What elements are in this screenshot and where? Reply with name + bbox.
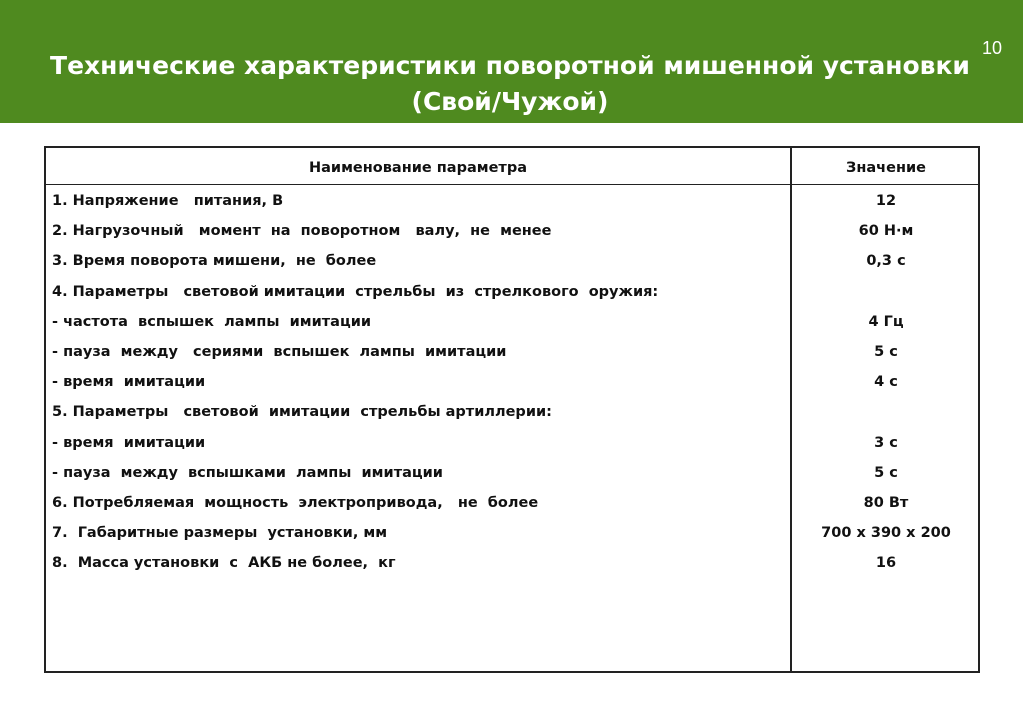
table-body	[46, 186, 978, 578]
parameter-value: 80 Вт	[863, 494, 909, 511]
parameter-name: 6. Потребляемая мощность электропривода, не более	[52, 494, 539, 511]
parameter-value: 0,3 с	[866, 253, 906, 270]
parameter-value: 60 Н·м	[858, 223, 914, 240]
parameter-value: 12	[875, 193, 897, 209]
table-row	[46, 186, 978, 216]
table-row	[46, 518, 978, 548]
slide-title	[40, 48, 980, 120]
parameter-name: 8. Масса установки с АКБ не более, кг	[52, 555, 396, 572]
header-value: Значение	[846, 160, 926, 176]
parameter-name: - пауза между вспышками лампы имитации	[52, 464, 443, 481]
title-banner	[0, 0, 1023, 123]
table-row	[46, 337, 978, 367]
table-row	[46, 216, 978, 246]
table-row	[46, 428, 978, 458]
table-row	[46, 458, 978, 488]
table-row	[46, 367, 978, 397]
table-row	[46, 277, 978, 307]
parameter-name: - время имитации	[52, 374, 206, 391]
parameter-value: 16	[875, 555, 897, 572]
specs-table	[44, 146, 980, 673]
parameter-name: 1. Напряжение питания, В	[52, 193, 284, 209]
parameter-name: 5. Параметры световой имитации стрельбы артиллерии:	[52, 404, 552, 421]
table-row	[46, 307, 978, 337]
parameter-name: 4. Параметры световой имитации стрельбы из стрелкового оружия:	[52, 283, 659, 300]
parameter-name: - время имитации	[52, 434, 206, 451]
parameter-name: 3. Время поворота мишени, не более	[52, 253, 377, 270]
slide-title-line-1: Технические характеристики поворотной мишенной установки	[50, 51, 970, 80]
slide-title-line-2: (Свой/Чужой)	[411, 87, 609, 116]
table-header-row	[46, 148, 978, 185]
parameter-value: 5 с	[874, 464, 898, 481]
parameter-value: 5 с	[874, 343, 898, 360]
page-number: 10	[982, 38, 1003, 58]
parameter-name: - пауза между сериями вспышек лампы имитации	[52, 343, 507, 360]
parameter-name: 2. Нагрузочный момент на поворотном валу, не менее	[52, 223, 552, 240]
parameter-value: 3 с	[874, 434, 898, 451]
table-row	[46, 246, 978, 276]
parameter-value: 4 Гц	[868, 313, 904, 330]
header-parameter-name: Наименование параметра	[309, 160, 527, 176]
parameter-value: 4 с	[874, 374, 898, 391]
parameter-value: 700 х 390 х 200	[821, 525, 951, 542]
table-row	[46, 488, 978, 518]
parameter-name: - частота вспышек лампы имитации	[52, 313, 372, 330]
table-row	[46, 548, 978, 578]
parameter-name: 7. Габаритные размеры установки, мм	[52, 525, 388, 542]
table-row	[46, 397, 978, 427]
